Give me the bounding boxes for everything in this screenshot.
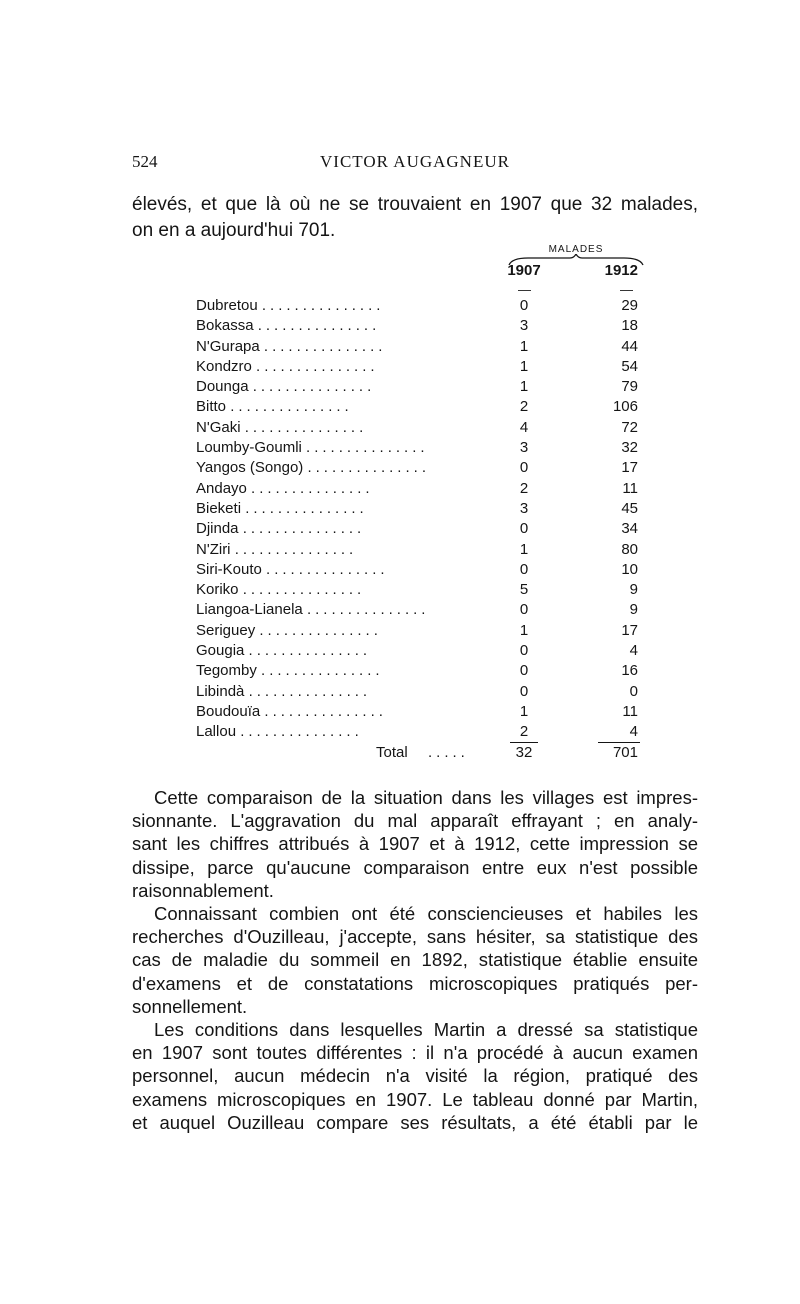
dot-leader: ............... — [307, 459, 430, 477]
text-line: sant les chiffres attribués à 1907 et à 1912, cette impression se — [132, 833, 698, 855]
value-1907: 0 — [519, 560, 529, 578]
village-name: Dubretou — [196, 297, 258, 314]
total-1907: 32 — [515, 744, 533, 761]
value-1907: 1 — [519, 357, 529, 375]
text-line: examens microscopiques en 1907. Le tableau donné par Martin, — [132, 1088, 698, 1110]
dot-leader: ............... — [256, 357, 379, 375]
text-line: Cette comparaison de la situation dans les villages est impres- — [154, 787, 698, 808]
running-head: VICTOR AUGAGNEUR — [320, 152, 510, 171]
village-name: Yangos (Songo) — [196, 459, 304, 477]
dot-leader: ............... — [259, 621, 382, 639]
table-row — [196, 641, 656, 661]
malades-table — [196, 244, 656, 764]
column-dash: — — [620, 282, 633, 297]
village-name: Koriko — [196, 581, 239, 599]
intro-paragraph — [132, 192, 698, 244]
value-1907: 0 — [519, 682, 529, 700]
dot-leader: ............... — [306, 439, 429, 457]
table-row — [196, 661, 656, 681]
value-1912: 32 — [621, 439, 638, 457]
text-line: dissipe, parce qu'aucune comparaison entre eux n'est possible — [132, 856, 698, 878]
value-1907: 5 — [519, 581, 529, 599]
total-row — [196, 744, 656, 764]
column-dash: — — [518, 282, 531, 297]
table-row — [196, 519, 656, 539]
text-line: sionnante. L'aggravation du mal apparaît effrayant ; en analy- — [132, 810, 698, 832]
value-1912: 4 — [629, 723, 638, 741]
paragraph — [132, 1018, 698, 1134]
table-row — [196, 438, 656, 458]
dot-leader: ............... — [245, 499, 368, 517]
village-name: Libindà — [196, 682, 245, 700]
dot-leader: ............... — [306, 601, 430, 619]
village-name: Gougia — [196, 642, 245, 660]
value-1907: 1 — [519, 540, 529, 558]
dot-leader: ............... — [242, 581, 366, 599]
value-1907: 3 — [519, 499, 529, 517]
village-name: Bokassa — [196, 317, 254, 335]
body-text — [132, 786, 698, 1134]
value-1907: 4 — [519, 418, 529, 436]
table-row — [196, 600, 656, 620]
village-name: N'Gurapa — [196, 337, 260, 355]
table-row — [196, 296, 656, 316]
village-name: Seriguey — [196, 621, 256, 639]
text-line: en 1907 sont toutes différentes : il n'a procédé à aucun examen — [132, 1042, 698, 1064]
value-1912: 72 — [621, 418, 638, 436]
value-1907: 1 — [519, 337, 529, 355]
total-rule-1912 — [598, 742, 640, 743]
village-name: Bieketi — [196, 499, 242, 517]
value-1912: 4 — [629, 642, 638, 660]
value-1907: 0 — [519, 520, 529, 538]
table-row — [196, 377, 656, 397]
table-caption: MALADES — [548, 244, 604, 255]
value-1907: 2 — [519, 723, 529, 741]
value-1912: 10 — [621, 560, 638, 578]
table-row — [196, 682, 656, 702]
value-1907: 3 — [519, 439, 529, 457]
table-row — [196, 458, 656, 478]
table-row — [196, 337, 656, 357]
dot-leader: ............... — [266, 560, 389, 578]
total-1912: 701 — [612, 744, 638, 761]
village-name: Dounga — [196, 378, 249, 396]
value-1912: 29 — [621, 297, 638, 314]
value-1907: 0 — [519, 601, 529, 619]
total-rule-1907 — [510, 742, 538, 743]
text-line: sonnellement. — [132, 995, 248, 1017]
value-1912: 106 — [612, 398, 638, 416]
table-row — [196, 540, 656, 560]
table-row — [196, 397, 656, 417]
text-line: on en a aujourd'hui 701. — [132, 220, 336, 241]
text-line: cas de maladie du sommeil en 1892, statistique établie ensuite — [132, 949, 698, 971]
table-row — [196, 580, 656, 600]
village-name: N'Gaki — [196, 418, 241, 436]
value-1907: 3 — [519, 317, 529, 335]
table-rows — [196, 296, 656, 743]
table-row — [196, 418, 656, 438]
value-1912: 9 — [629, 581, 638, 599]
paragraph — [132, 786, 698, 902]
text-line: Connaissant combien ont été consciencieuses et habiles les — [154, 903, 698, 925]
dot-leader: ............... — [261, 297, 385, 314]
value-1912: 80 — [621, 540, 638, 558]
total-label: Total — [376, 744, 408, 761]
village-name: Kondzro — [196, 357, 252, 375]
value-1907: 1 — [519, 378, 529, 396]
dot-leader: ............... — [240, 723, 363, 741]
table-row — [196, 722, 656, 742]
table-row — [196, 479, 656, 499]
value-1912: 45 — [621, 499, 638, 517]
dot-leader: ............... — [248, 682, 372, 700]
value-1912: 44 — [621, 337, 638, 355]
dot-leader: ............... — [248, 642, 372, 660]
column-header-1912: 1912 — [604, 262, 638, 279]
value-1912: 9 — [629, 601, 638, 619]
village-name: Djinda — [196, 520, 239, 538]
value-1912: 16 — [621, 662, 638, 680]
table-row — [196, 499, 656, 519]
text-line: et auquel Ouzilleau compare ses résultats, a été établi par le — [132, 1111, 698, 1133]
dot-leader: ..... — [428, 744, 469, 761]
dot-leader: ............... — [230, 398, 353, 416]
village-name: Lallou — [196, 723, 237, 741]
text-line: Les conditions dans lesquelles Martin a dressé sa statistique — [154, 1019, 698, 1041]
value-1907: 0 — [519, 662, 529, 680]
text-line: d'examens et de constatations microscopiques pratiqués per- — [132, 972, 698, 994]
dot-leader: ............... — [261, 662, 384, 680]
text-line: recherches d'Ouzilleau, j'accepte, sans hésiter, sa statistique des — [132, 926, 698, 948]
dot-leader: ............... — [264, 702, 387, 720]
village-name: N'Ziri — [196, 540, 231, 558]
table-row — [196, 357, 656, 377]
table-row — [196, 560, 656, 580]
dot-leader: ............... — [251, 479, 374, 497]
value-1912: 17 — [621, 621, 638, 639]
value-1907: 0 — [519, 459, 529, 477]
village-name: Boudouïa — [196, 702, 261, 720]
value-1912: 0 — [629, 682, 638, 700]
page-header — [132, 152, 698, 176]
village-name: Tegomby — [196, 662, 257, 680]
column-header-1907: 1907 — [507, 262, 541, 279]
text-line: raisonnablement. — [132, 879, 274, 901]
text-line: élevés, et que là où ne se trouvaient en 1907 que 32 malades, — [132, 194, 698, 215]
village-name: Andayo — [196, 479, 247, 497]
village-name: Siri-Kouto — [196, 560, 262, 578]
value-1912: 79 — [621, 378, 638, 396]
dot-leader: ............... — [244, 418, 368, 436]
dot-leader: ............... — [263, 337, 387, 355]
value-1912: 11 — [622, 702, 638, 720]
value-1907: 2 — [519, 398, 529, 416]
value-1912: 11 — [622, 479, 638, 497]
paragraph — [132, 902, 698, 1018]
value-1912: 17 — [621, 459, 638, 477]
value-1907: 2 — [519, 479, 529, 497]
dot-leader: ............... — [234, 540, 358, 558]
village-name: Loumby-Goumli — [196, 439, 302, 457]
page-number: 524 — [132, 152, 158, 171]
value-1912: 18 — [621, 317, 638, 335]
table-row — [196, 621, 656, 641]
text-line: personnel, aucun médecin n'a visité la région, pratiqué des — [132, 1065, 698, 1087]
value-1907: 1 — [519, 702, 529, 720]
village-name: Liangoa-Lianela — [196, 601, 303, 619]
value-1907: 0 — [519, 642, 529, 660]
dot-leader: ............... — [252, 378, 376, 396]
table-row — [196, 702, 656, 722]
dot-leader: ............... — [242, 520, 366, 538]
village-name: Bitto — [196, 398, 227, 416]
value-1912: 54 — [621, 357, 638, 375]
value-1912: 34 — [621, 520, 638, 538]
dot-leader: ............... — [257, 317, 381, 335]
value-1907: 1 — [519, 621, 529, 639]
value-1907: 0 — [519, 297, 529, 314]
table-row — [196, 316, 656, 336]
